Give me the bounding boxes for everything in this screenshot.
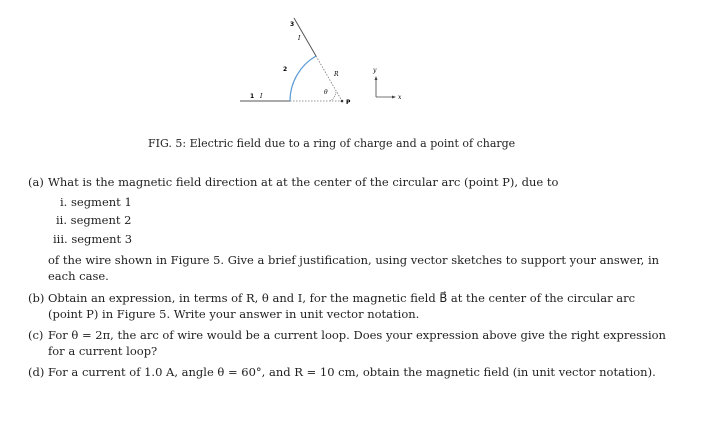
seg2-label: 2 bbox=[283, 66, 288, 73]
question-d-label: (d) bbox=[28, 365, 45, 379]
question-c-line1: For θ = 2π, the arc of wire would be a current loop. Does your expression above give the right expression bbox=[48, 328, 666, 342]
question-a-label: (a) bbox=[28, 175, 44, 189]
question-c bbox=[28, 327, 666, 343]
current3-label: I bbox=[298, 35, 301, 42]
axis-x-label: x bbox=[398, 94, 402, 101]
question-a-text: What is the magnetic field direction at at the center of the circular arc (point P), due to bbox=[48, 175, 559, 189]
item-iii: iii. segment 3 bbox=[53, 232, 133, 246]
seg1-label: 1 bbox=[250, 93, 255, 100]
radius-label: R bbox=[334, 71, 339, 78]
x-axis-arrow bbox=[392, 96, 396, 99]
segment-2-arc bbox=[290, 56, 316, 101]
angle-arc bbox=[330, 91, 336, 101]
current1-label: I bbox=[260, 93, 263, 100]
question-d-line1: For a current of 1.0 A, angle θ = 60°, and R = 10 cm, obtain the magnetic field (in unit vector notation). bbox=[48, 365, 656, 379]
question-b-line1: Obtain an expression, in terms of R, θ and I, for the magnetic field B⃗ at the center of the circular arc bbox=[48, 291, 636, 305]
y-axis-arrow bbox=[375, 76, 378, 80]
question-a-cont1: of the wire shown in Figure 5. Give a brief justification, using vector sketches to support your answer, in bbox=[48, 253, 660, 267]
question-b-label: (b) bbox=[28, 291, 45, 305]
question-b bbox=[28, 290, 635, 306]
seg3-label: 3 bbox=[290, 21, 295, 28]
question-d bbox=[28, 364, 656, 380]
question-a-cont2: each case. bbox=[48, 269, 109, 283]
point-p-label: P bbox=[346, 99, 351, 106]
radius-dotted bbox=[316, 56, 342, 101]
axis-y-label: y bbox=[373, 67, 377, 74]
question-c-line2: for a current loop? bbox=[48, 344, 158, 358]
question-b-line2: (point P) in Figure 5. Write your answer in unit vector notation. bbox=[48, 307, 420, 321]
question-c-label: (c) bbox=[28, 328, 44, 342]
point-p-dot bbox=[341, 100, 344, 103]
item-i: i. segment 1 bbox=[60, 195, 132, 209]
item-ii: ii. segment 2 bbox=[56, 213, 132, 227]
wire-figure bbox=[230, 10, 430, 120]
question-a bbox=[28, 174, 558, 190]
figure-caption: FIG. 5: Electric field due to a ring of charge and a point of charge bbox=[148, 137, 516, 150]
angle-label: θ bbox=[324, 89, 328, 96]
